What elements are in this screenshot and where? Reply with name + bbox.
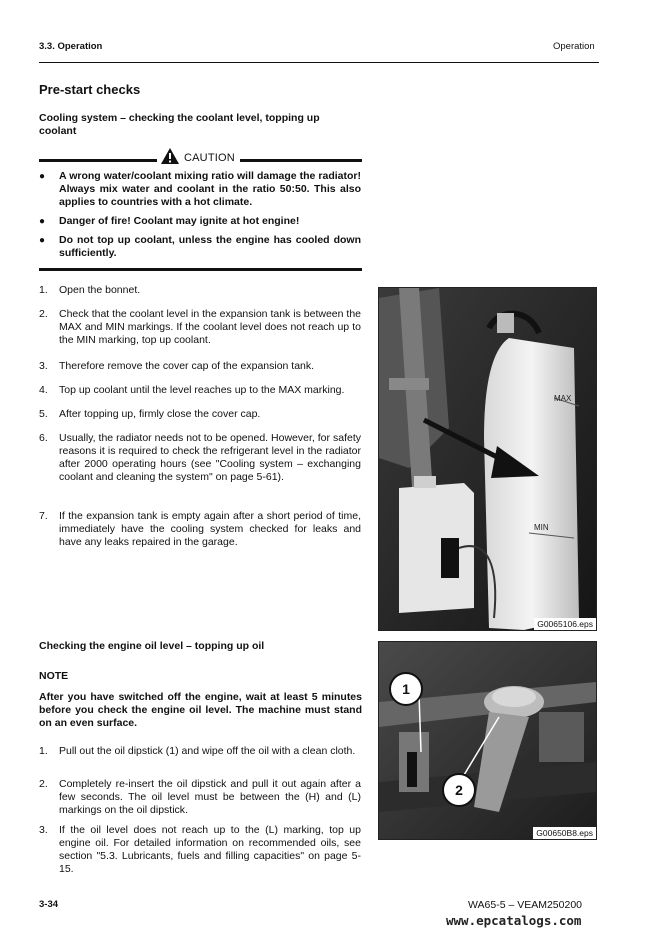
bullet-icon: ● bbox=[39, 171, 46, 182]
bullet-icon: ● bbox=[39, 235, 46, 246]
note-label: NOTE bbox=[39, 670, 69, 682]
min-label: MIN bbox=[534, 523, 549, 532]
max-label: MAX bbox=[554, 394, 572, 403]
header-section: 3.3. Operation bbox=[39, 41, 103, 52]
oil-dipstick-photo bbox=[378, 641, 597, 840]
cooling-heading: Cooling system – checking the coolant level, topping up coolant bbox=[39, 112, 320, 137]
oil-heading: Checking the engine oil level – topping up oil bbox=[39, 640, 265, 652]
caution-label: CAUTION bbox=[184, 152, 235, 164]
callout-1: 1 bbox=[389, 672, 423, 706]
expansion-tank-photo bbox=[378, 287, 597, 631]
caution-rule-left bbox=[39, 159, 157, 162]
caution-item: ● Do not top up coolant, unless the engine has cooled down sufficiently. bbox=[39, 234, 361, 259]
warning-icon bbox=[160, 147, 180, 170]
caution-item: ● A wrong water/coolant mixing ratio will damage the radiator! Always mix water and coolant in the ratio 50:50. This also applies to countries with a hot climate. bbox=[39, 170, 361, 208]
figure-caption: G0065106.eps bbox=[534, 618, 596, 630]
caution-rule-bottom bbox=[39, 268, 362, 271]
footer-model: WA65-5 – VEAM250200 bbox=[468, 899, 583, 911]
header-right: Operation bbox=[553, 41, 595, 52]
header-rule bbox=[39, 62, 599, 63]
callout-2: 2 bbox=[442, 773, 476, 807]
caution-rule-right bbox=[240, 159, 362, 162]
caution-item: ● Danger of fire! Coolant may ignite at hot engine! bbox=[39, 215, 300, 227]
bullet-icon: ● bbox=[39, 216, 46, 227]
footer-page: 3-34 bbox=[39, 899, 59, 910]
page-title: Pre-start checks bbox=[39, 82, 141, 97]
watermark[interactable]: www.epcatalogs.com bbox=[446, 913, 582, 928]
note-text: After you have switched off the engine, wait at least 5 minutes before you check the engine oil level. The machine must stand on an even surface. bbox=[39, 691, 362, 729]
figure-caption: G00650B8.eps bbox=[533, 827, 596, 839]
